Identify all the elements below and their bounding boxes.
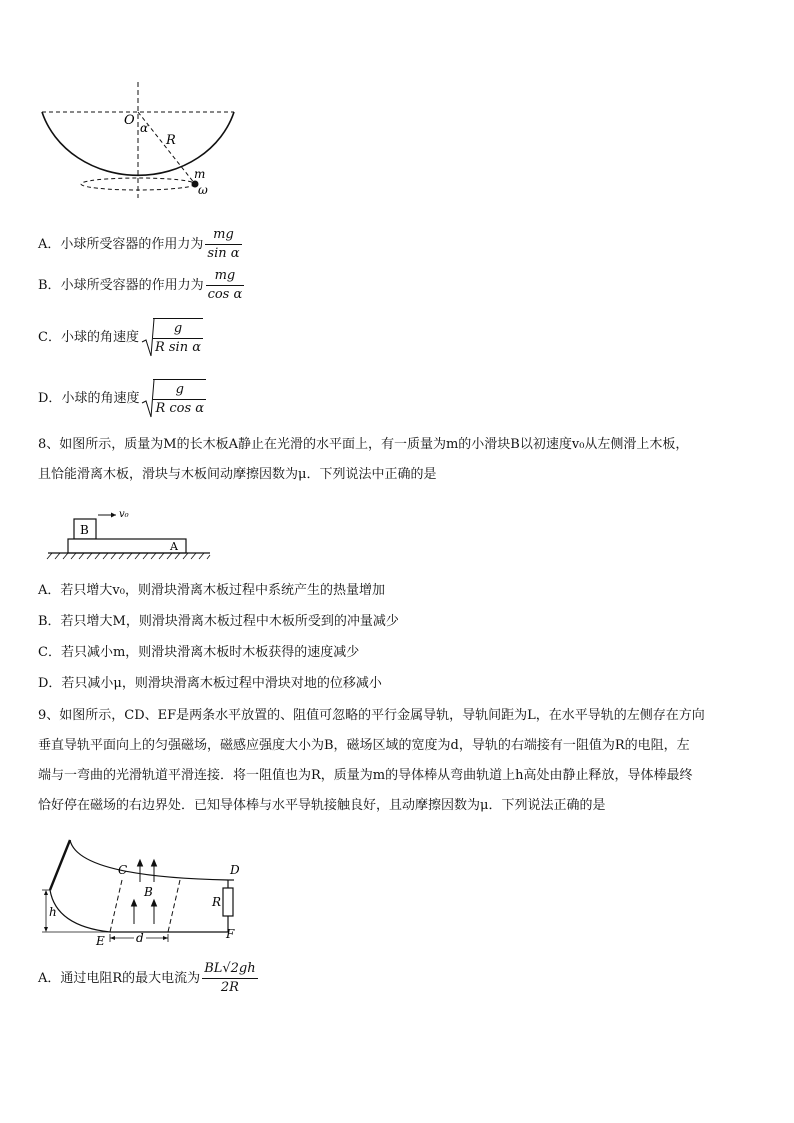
label-a: A — [170, 540, 178, 553]
q9-option-a[interactable]: A．通过电阻R的最大电流为 $\frac{BL√2gh}{2R}$ — [38, 961, 256, 995]
sqrt-icon: $\frac{g}{\text{R cos α}}$ — [141, 379, 206, 418]
rail-figure — [38, 832, 258, 950]
label-h: h — [49, 905, 57, 919]
q7-option-a[interactable]: A．小球所受容器的作用力为 $\frac{mg}{\text{sin α}}$ — [38, 227, 240, 261]
q7-option-c[interactable]: C．小球的角速度 $\frac{g}{\text{R sin α}}$ — [38, 318, 203, 357]
q8-option-d[interactable]: D．若只减小μ，则滑块滑离木板过程中滑块对地的位移减小 — [38, 676, 382, 691]
label-c: C — [118, 863, 128, 877]
q7-option-b[interactable]: B．小球所受容器的作用力为 $\frac{mg}{\text{cos α}}$ — [38, 268, 243, 302]
q8-option-b[interactable]: B．若只增大M，则滑块滑离木板过程中木板所受到的冲量减少 — [38, 614, 399, 629]
label-e: E — [96, 934, 105, 948]
bowl-figure — [38, 80, 248, 200]
label-omega: ω — [198, 183, 208, 197]
label-b: B — [80, 523, 89, 537]
label-b: B — [144, 885, 153, 899]
sqrt-icon: $\frac{g}{\text{R sin α}}$ — [141, 318, 203, 357]
q8-option-c[interactable]: C．若只减小m，则滑块滑离木板时木板获得的速度减少 — [38, 645, 360, 660]
label-v0: v₀ — [119, 509, 129, 520]
fraction: $\frac{mg}{\text{sin α}}$ — [207, 227, 240, 261]
board-figure — [44, 505, 214, 563]
q7-option-d[interactable]: D．小球的角速度 $\frac{g}{\text{R cos α}}$ — [38, 379, 206, 418]
label-d-width: d — [136, 931, 144, 945]
label-o: O — [124, 113, 135, 128]
label-r: R — [166, 133, 176, 148]
q9-stem: 9、如图所示，CD、EF是两条水平放置的、阻值可忽略的平行金属导轨，导轨间距为L，在水平导轨的左侧存在方向 垂直导轨平面向上的匀强磁场，磁感应强度大小为B，磁场区域的宽度为d，导轨的右端接有一阻值为R的电阻，左 端与一弯曲的光滑轨道平滑连接．将一阻值也为R，质量为m的导体棒从弯曲轨道上h高处由静止释放，导体棒最终 恰好停在磁场的右边界处．已知导体棒与水平导轨接触良好，且动摩擦因数为μ．下列说法正确的是 — [38, 708, 705, 813]
fraction: $\frac{BL√2gh}{2R}$ — [204, 961, 256, 995]
fraction: $\frac{mg}{\text{cos α}}$ — [207, 268, 243, 302]
label-r: R — [212, 895, 222, 909]
label-alpha: α — [140, 121, 149, 135]
q8-stem: 8、如图所示，质量为M的长木板A静止在光滑的水平面上，有一质量为m的小滑块B以初速度v₀从左侧滑上木板， 且恰能滑离木板，滑块与木板间动摩擦因数为μ．下列说法中正确的是 — [38, 437, 689, 482]
label-f: F — [226, 927, 235, 941]
label-d: D — [230, 863, 240, 877]
q8-option-a[interactable]: A．若只增大v₀，则滑块滑离木板过程中系统产生的热量增加 — [38, 583, 385, 598]
label-m: m — [194, 167, 206, 181]
